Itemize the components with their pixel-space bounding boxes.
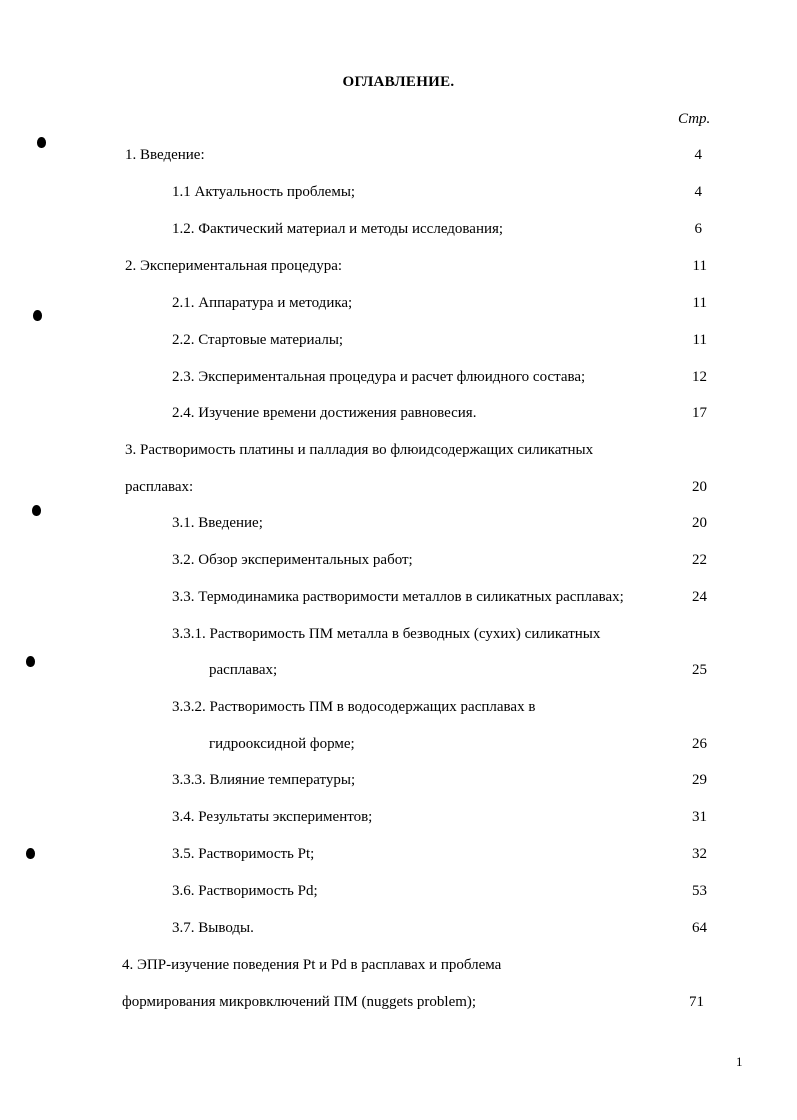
- toc-page: 71: [689, 994, 704, 1010]
- toc-entry: 3. Растворимость платины и палладия во флюидсодержащих силикатных: [125, 442, 594, 458]
- toc-entry: 2.2. Стартовые материалы;: [172, 332, 344, 348]
- toc-entry: 2.4. Изучение времени достижения равновесия.: [172, 405, 477, 421]
- toc-entry: 3.3.1. Растворимость ПМ металла в безводных (сухих) силикатных: [172, 626, 601, 642]
- toc-entry: 1.2. Фактический материал и методы исследования;: [172, 221, 504, 237]
- toc-entry: 2. Экспериментальная процедура:: [125, 258, 343, 274]
- toc-entry: гидрооксидной форме;: [209, 736, 355, 752]
- toc-page: 20: [692, 515, 707, 531]
- page-title: ОГЛАВЛЕНИЕ.: [342, 74, 455, 90]
- toc-page: 12: [692, 369, 707, 385]
- toc-entry: расплавах;: [209, 662, 278, 678]
- punch-hole-mark: [26, 656, 35, 667]
- punch-hole-mark: [26, 848, 35, 859]
- toc-entry: 1.1 Актуальность проблемы;: [172, 184, 356, 200]
- toc-entry: 2.3. Экспериментальная процедура и расчет флюидного состава;: [172, 369, 586, 385]
- toc-entry: 3.3. Термодинамика растворимости металлов в силикатных расплавах;: [172, 589, 624, 605]
- toc-entry: 3.3.2. Растворимость ПМ в водосодержащих расплавах в: [172, 699, 536, 715]
- toc-page: 24: [692, 589, 707, 605]
- toc-entry: 3.7. Выводы.: [172, 920, 254, 936]
- toc-page: 22: [692, 552, 707, 568]
- toc-page: 64: [692, 920, 707, 936]
- toc-page: 31: [692, 809, 707, 825]
- toc-page: 26: [692, 736, 707, 752]
- toc-entry: 3.2. Обзор экспериментальных работ;: [172, 552, 413, 568]
- punch-hole-mark: [32, 505, 41, 516]
- toc-entry: 3.4. Результаты экспериментов;: [172, 809, 373, 825]
- toc-page: 11: [692, 332, 707, 348]
- toc-page: 53: [692, 883, 707, 899]
- toc-entry: 3.3.3. Влияние температуры;: [172, 772, 356, 788]
- toc-entry: 4. ЭПР-изучение поведения Pt и Pd в расплавах и проблема: [122, 957, 502, 973]
- toc-entry: 3.5. Растворимость Pt;: [172, 846, 315, 862]
- toc-entry: 3.6. Растворимость Pd;: [172, 883, 318, 899]
- toc-entry: 3.1. Введение;: [172, 515, 263, 531]
- toc-page: 6: [694, 221, 702, 237]
- toc-page: 17: [692, 405, 707, 421]
- page-number: 1: [736, 1054, 743, 1069]
- punch-hole-mark: [33, 310, 42, 321]
- toc-page: 4: [694, 184, 702, 200]
- toc-entry: расплавах:: [125, 479, 194, 495]
- toc-page: 4: [694, 147, 702, 163]
- toc-entry: 2.1. Аппаратура и методика;: [172, 295, 353, 311]
- toc-page: 11: [692, 295, 707, 311]
- toc-page: 32: [692, 846, 707, 862]
- toc-page: 20: [692, 479, 707, 495]
- toc-entry: 1. Введение:: [125, 147, 205, 163]
- punch-hole-mark: [37, 137, 46, 148]
- toc-entry: формирования микровключений ПМ (nuggets problem);: [122, 994, 477, 1010]
- page-column-header: Стр.: [678, 111, 711, 127]
- toc-page: 11: [692, 258, 707, 274]
- toc-page: 29: [692, 772, 707, 788]
- toc-page: 25: [692, 662, 707, 678]
